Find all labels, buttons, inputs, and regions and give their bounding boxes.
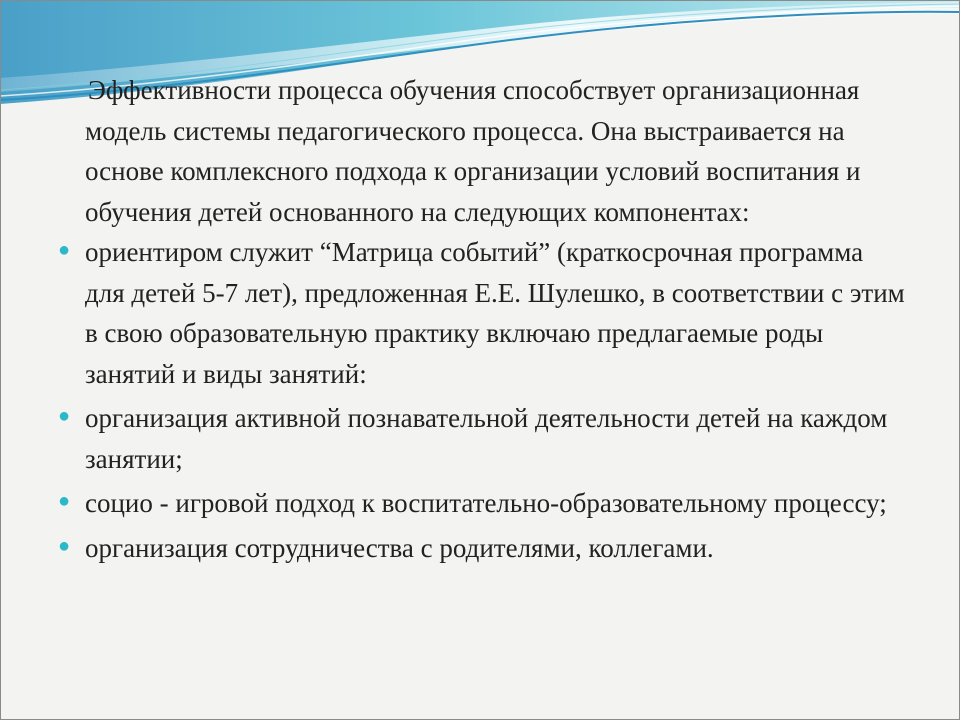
bullet-list	[58, 232, 908, 568]
bullet-icon: ●	[58, 490, 71, 512]
bullet-icon: ●	[58, 239, 71, 261]
list-item	[58, 398, 908, 479]
slide-body	[58, 70, 908, 568]
bullet-icon: ●	[58, 534, 71, 557]
list-item-text: организация сотрудничества с родителями, коллегами.	[85, 532, 714, 563]
list-item	[58, 528, 908, 569]
list-item-text: социо - игровой подход к воспитательно-образовательному процессу;	[85, 488, 887, 518]
list-item	[58, 483, 908, 524]
list-item	[58, 232, 908, 394]
list-item-text: ориентиром служит “Матрица событий” (краткосрочная программа для детей 5-7 лет), предложенная Е.Е. Шулешко, в соответствии с этим в свою образовательную практику включаю предлагаемые роды занятий и виды занятий:	[85, 237, 905, 389]
list-item-text: организация активной познавательной деятельности детей на каждом занятии;	[85, 403, 888, 474]
intro-paragraph: Эффективности процесса обучения способствует организационная модель системы педагогического процесса. Она выстраивается на основе комплексного подхода к организации условий воспитания и обучения детей основанного на следующих компонентах:	[85, 75, 861, 227]
bullet-icon: ●	[58, 405, 71, 427]
